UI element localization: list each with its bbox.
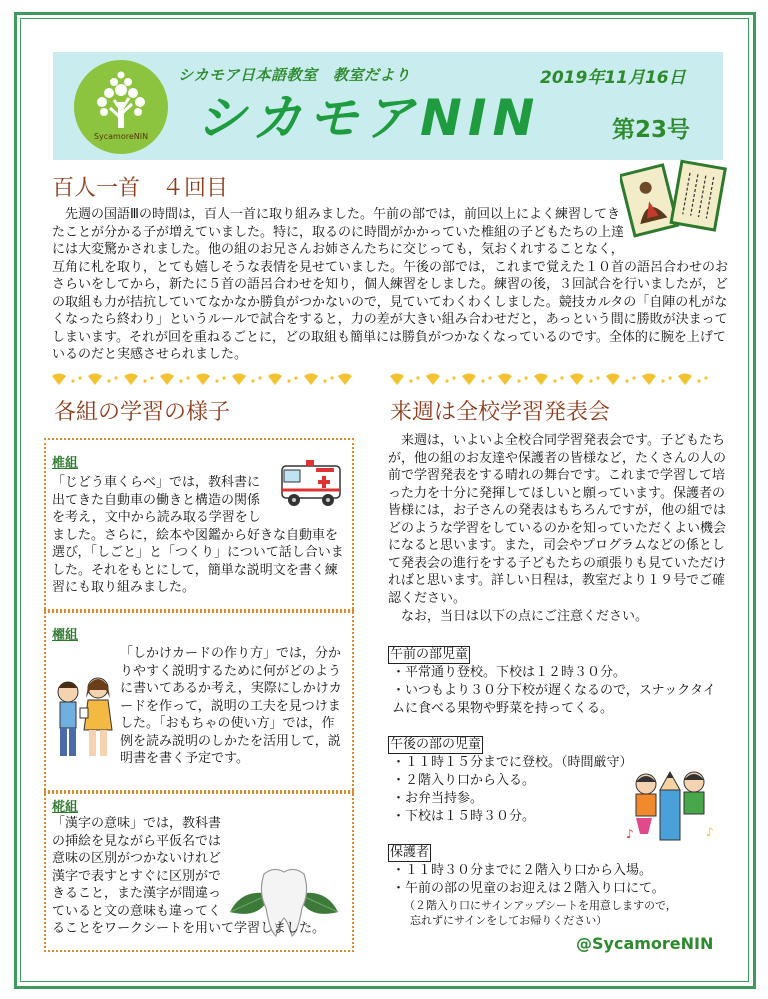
class-text-momiji: 「漢字の意味」では，教科書の挿絵を見ながら平仮名では意味の区別がつかないけれど漢字で表すとすぐに区別ができること，また漢字が間違っていると文の意味も違ってくることをワークシートを用いて学習しました。	[52, 815, 344, 938]
class-name-shii: 椎組	[52, 456, 79, 471]
label-guardians: 保護者	[390, 845, 430, 860]
list-item: ・お弁当持参。	[392, 791, 484, 806]
hyakunin-isshu-text: 先週の国語Ⅲの時間は，百人一首に取り組みました。午前の部では，前回以上によく練習してきたことが分かる子が増えていました。特に，取るのに時間がかかっていた椎組の子どもたちの上達には大変驚かされました。他の組のお兄さんお姉さんたちに交じっても，気おくれすることなく，互角に札を取り，とても嬉しそうな表情を見せていました。午後の部では，これまで覚えた１０首の語呂合わせのおさらいをしてから，新たに５首の語呂合わせを知り，個人練習をしました。練習の後，３回試合を行いましたが，どの取組も力が拮抗していてなかなか勝負がつかないので，見ていてわくわくしました。競技カルタの「自陣の札がなくなったら終わり」というルールで試合をすると，力の差が大きい組み合わせだと，あっという間に勝敗が決まってしまいます。それが回を重ねるごとに，どの取組も簡単には勝負がつかなくなっているのです。全体的に腕を上げているのだと実感させられました。	[52, 207, 729, 362]
hyakunin-isshu-article	[52, 206, 738, 364]
list-item: ・平常通り登校。下校は１２時３０分。	[392, 665, 627, 680]
class-text-shii: 「じどう車くらべ」では，教科書に出てきた自動車の働きと構造の関係を考え，文中から読み取る学習をしました。さらに，絵本や図鑑から好きな自動車を選び，「しごと」と「つくり」について話し合いました。それをもとにして，簡単な説明文を書く練習にも取り組みました。	[52, 475, 344, 595]
list-item: ・午前の部の児童のお迎えは２階入り口にて。	[392, 881, 665, 896]
class-text-kai: 「しかけカードの作り方」では，分かりやすく説明するために何がどのように書いてあるか考え，実際にしかけカードを作って，説明の工夫を見つけました。「おもちゃの使い方」では，作例を読み説明のしかたを活用して，説明書を書く予定です。	[52, 645, 344, 769]
presentation-note: なお，当日は以下の点にご注意ください。	[388, 609, 649, 624]
section-heading-class-learning: 各組の学習の様子	[54, 400, 231, 425]
list-item: ・１１時３０分までに２階入り口から入場。	[392, 863, 653, 878]
svg-text:♪: ♪	[626, 827, 634, 841]
ginkgo-divider-left	[52, 372, 352, 386]
children-pencil-illustration	[622, 762, 722, 852]
list-item: ・下校は１５時３０分。	[392, 809, 536, 824]
list-item: ・いつもより３０分下校が遅くなるので，スナックタイムに食べる果物や野菜を持ってくる。	[392, 683, 716, 716]
guardian-footnote-2: 忘れずにサインをしてお帰りください）	[410, 914, 608, 927]
label-afternoon-students: 午後の部の児童	[390, 737, 482, 752]
list-item: ・２階入り口から入る。	[392, 773, 536, 788]
newsletter-title: シカモアNIN	[196, 89, 541, 147]
newsletter-subtitle: シカモア日本語教室 教室だより	[178, 66, 411, 84]
svg-text:♪: ♪	[706, 825, 714, 839]
list-item: ・１１時１５分までに登校。（時間厳守）	[392, 755, 633, 770]
image-wrap-spacer	[630, 206, 738, 242]
issue-date: 2019年11月16日	[540, 68, 686, 88]
image-wrap-spacer	[272, 474, 344, 510]
label-morning-students: 午前の部児童	[390, 647, 469, 662]
guardian-footnote-1: （２階入り口にサインアップシートを用意しますので，	[404, 899, 677, 912]
presentation-article: 来週は，いよいよ全校合同学習発表会です。子どもたちが，他の組のお友達や保護者の皆様など，たくさんの人の前で学習発表をする晴れの舞台です。これまで学習して培った力を十分に発揮してほしいと願っています。保護者の皆様には，お子さんの発表はもちろんですが，他の組ではどのような学習をしているのかを知っていただくよい機会になると思います。また，司会やプログラムなどの係として発表会の進行をする子どもたちの頑張りも見ていただければと思います。詳しい日程は，教室だより１９号でご確認ください。	[388, 433, 727, 606]
ginkgo-divider-right	[390, 372, 716, 386]
logo-label: SycamoreNIN	[93, 132, 149, 141]
issue-number: 第23号	[612, 117, 691, 143]
class-name-kai: 櫂組	[52, 628, 79, 643]
logo	[74, 60, 168, 154]
footer-handle: @SycamoreNIN	[576, 934, 714, 953]
image-wrap-spacer	[52, 661, 120, 769]
class-name-momiji: 椛組	[52, 800, 79, 815]
image-wrap-spacer	[232, 873, 344, 907]
section-heading-presentation: 来週は全校学習発表会	[390, 400, 611, 425]
section-heading-hyakunin-isshu: 百人一首 ４回目	[52, 176, 229, 201]
